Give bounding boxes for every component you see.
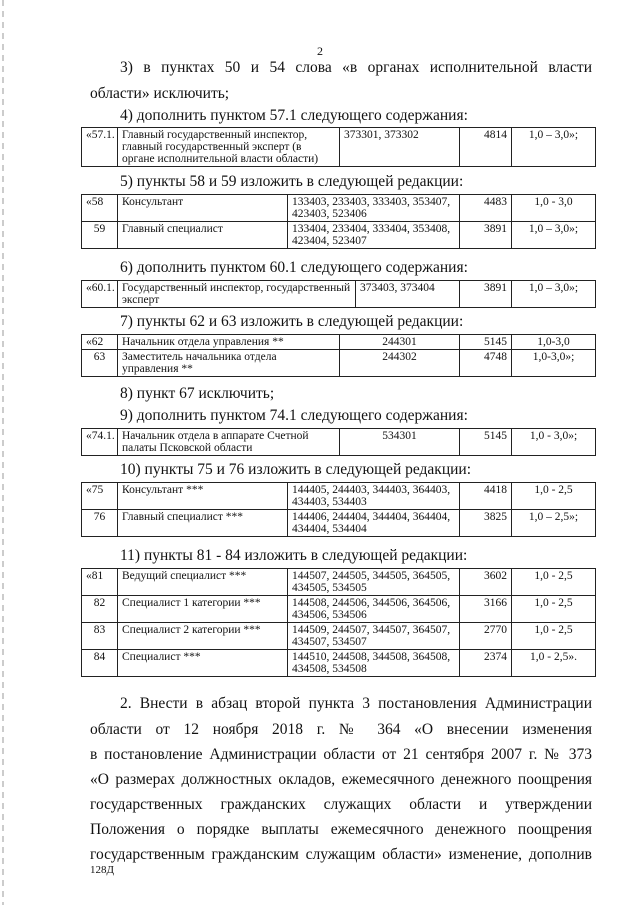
table-row (82, 128, 596, 167)
cell-position: Главный специалист *** (118, 510, 288, 537)
cell-salary: 4748 (460, 350, 512, 377)
cell-position: Специалист 1 категории *** (118, 596, 288, 623)
cell-number: «75 (82, 483, 118, 510)
cell-codes: 244301 (340, 335, 460, 350)
text-line: 5) пункты 58 и 59 изложить в следующей редакции: (120, 173, 464, 190)
text-line: 9) дополнить пунктом 74.1 следующего содержания: (120, 407, 468, 424)
cell-salary: 5145 (460, 335, 512, 350)
cell-number: 83 (82, 623, 118, 650)
cell-coefficient: 1,0-3,0»; (512, 350, 596, 377)
cell-coefficient: 1,0 – 3,0»; (512, 281, 596, 308)
cell-position: Государственный инспектор, государственный эксперт (118, 281, 356, 308)
cell-number: «62 (82, 335, 118, 350)
text-line: 10) пункты 75 и 76 изложить в следующей редакции: (120, 461, 472, 478)
paragraph-line: государственных гражданских служащих области и утверждении (90, 796, 592, 813)
table-60-1 (81, 280, 596, 308)
text-line: 8) пункт 67 исключить; (120, 385, 275, 402)
cell-salary: 3891 (460, 222, 512, 249)
cell-coefficient: 1,0 – 3,0»; (512, 222, 596, 249)
table-81-84 (81, 568, 596, 677)
table-row (82, 222, 596, 249)
cell-salary: 3825 (460, 510, 512, 537)
cell-codes: 144508, 244506, 344506, 364506, 434506, 534506 (288, 596, 460, 623)
table-row (82, 483, 596, 510)
text-line: области» исключить; (90, 85, 230, 102)
cell-position: Главный специалист (118, 222, 288, 249)
cell-coefficient: 1,0 – 2,5»; (512, 510, 596, 537)
table-62-63 (81, 334, 596, 377)
footer-code: 128Д (90, 864, 115, 876)
cell-salary: 4483 (460, 195, 512, 222)
table-row (82, 429, 596, 456)
table-57-1 (81, 127, 596, 167)
cell-position: Специалист *** (118, 650, 288, 677)
cell-codes: 144405, 244403, 344403, 364403, 434403, 534403 (288, 483, 460, 510)
cell-coefficient: 1,0 – 3,0»; (512, 128, 596, 167)
text-line: 3) в пунктах 50 и 54 слова «в органах исполнительной власти (120, 59, 592, 76)
cell-coefficient: 1,0 - 2,5 (512, 569, 596, 596)
cell-coefficient: 1,0 - 2,5». (512, 650, 596, 677)
table-row (82, 281, 596, 308)
cell-number: «74.1. (82, 429, 118, 456)
cell-salary: 3891 (460, 281, 512, 308)
cell-codes: 144406, 244404, 344404, 364404, 434404, 534404 (288, 510, 460, 537)
text-line: 6) дополнить пунктом 60.1 следующего содержания: (120, 259, 468, 276)
cell-salary: 3602 (460, 569, 512, 596)
table-58-59 (81, 194, 596, 249)
cell-number: 63 (82, 350, 118, 377)
table-row (82, 569, 596, 596)
cell-position: Специалист 2 категории *** (118, 623, 288, 650)
cell-codes: 133403, 233403, 333403, 353407, 423403, 523406 (288, 195, 460, 222)
cell-codes: 373301, 373302 (340, 128, 460, 167)
cell-codes: 144509, 244507, 344507, 364507, 434507, 534507 (288, 623, 460, 650)
cell-number: «81 (82, 569, 118, 596)
text-line: 7) пункты 62 и 63 изложить в следующей редакции: (120, 313, 464, 330)
table-row (82, 510, 596, 537)
cell-number: 82 (82, 596, 118, 623)
cell-number: «60.1. (82, 281, 118, 308)
cell-number: «57.1. (82, 128, 118, 167)
paragraph-line: «О размерах должностных окладов, ежемесячного денежного поощрения (90, 771, 592, 788)
cell-number: 84 (82, 650, 118, 677)
cell-position: Начальник отдела в аппарате Счетной палаты Псковской области (118, 429, 340, 456)
cell-position: Главный государственный инспектор, главный государственный эксперт (в органе исполнительной власти области) (118, 128, 340, 167)
scan-edge (2, 0, 4, 905)
cell-number: 59 (82, 222, 118, 249)
table-row (82, 195, 596, 222)
cell-position: Заместитель начальника отдела управления ** (118, 350, 340, 377)
cell-salary: 4418 (460, 483, 512, 510)
text-line: 4) дополнить пунктом 57.1 следующего содержания: (120, 107, 468, 124)
table-75-76 (81, 482, 596, 537)
cell-position: Консультант (118, 195, 288, 222)
table-row (82, 335, 596, 350)
cell-codes: 144507, 244505, 344505, 364505, 434505, 534505 (288, 569, 460, 596)
cell-codes: 144510, 244508, 344508, 364508, 434508, 534508 (288, 650, 460, 677)
table-row (82, 650, 596, 677)
paragraph-line: государственным гражданским служащим области» изменение, дополнив (90, 846, 592, 863)
cell-salary: 4814 (460, 128, 512, 167)
table-74-1 (81, 428, 596, 456)
cell-salary: 3166 (460, 596, 512, 623)
cell-codes: 534301 (340, 429, 460, 456)
cell-coefficient: 1,0 - 2,5 (512, 596, 596, 623)
cell-salary: 5145 (460, 429, 512, 456)
table-row (82, 350, 596, 377)
cell-number: 76 (82, 510, 118, 537)
paragraph-line: области от 12 ноября 2018 г. № 364 «О внесении изменения (90, 721, 592, 738)
cell-salary: 2374 (460, 650, 512, 677)
text-line: 11) пункты 81 - 84 изложить в следующей редакции: (120, 547, 468, 564)
cell-coefficient: 1,0 - 3,0»; (512, 429, 596, 456)
cell-position: Ведущий специалист *** (118, 569, 288, 596)
cell-number: «58 (82, 195, 118, 222)
cell-position: Начальник отдела управления ** (118, 335, 340, 350)
cell-coefficient: 1,0-3,0 (512, 335, 596, 350)
paragraph-line: в постановление Администрации области от 21 сентября 2007 г. № 373 (90, 746, 592, 763)
paragraph-line: 2. Внести в абзац второй пункта 3 постановления Администрации (120, 695, 592, 712)
cell-coefficient: 1,0 - 3,0 (512, 195, 596, 222)
table-row (82, 596, 596, 623)
cell-coefficient: 1,0 - 2,5 (512, 483, 596, 510)
table-row (82, 623, 596, 650)
cell-codes: 373403, 373404 (356, 281, 460, 308)
paragraph-line: Положения о порядке выплаты ежемесячного денежного поощрения (90, 821, 592, 838)
cell-codes: 244302 (340, 350, 460, 377)
cell-codes: 133404, 233404, 333404, 353408, 423404, 523407 (288, 222, 460, 249)
cell-position: Консультант *** (118, 483, 288, 510)
cell-coefficient: 1,0 - 2,5 (512, 623, 596, 650)
page-number: 2 (317, 44, 323, 58)
cell-salary: 2770 (460, 623, 512, 650)
